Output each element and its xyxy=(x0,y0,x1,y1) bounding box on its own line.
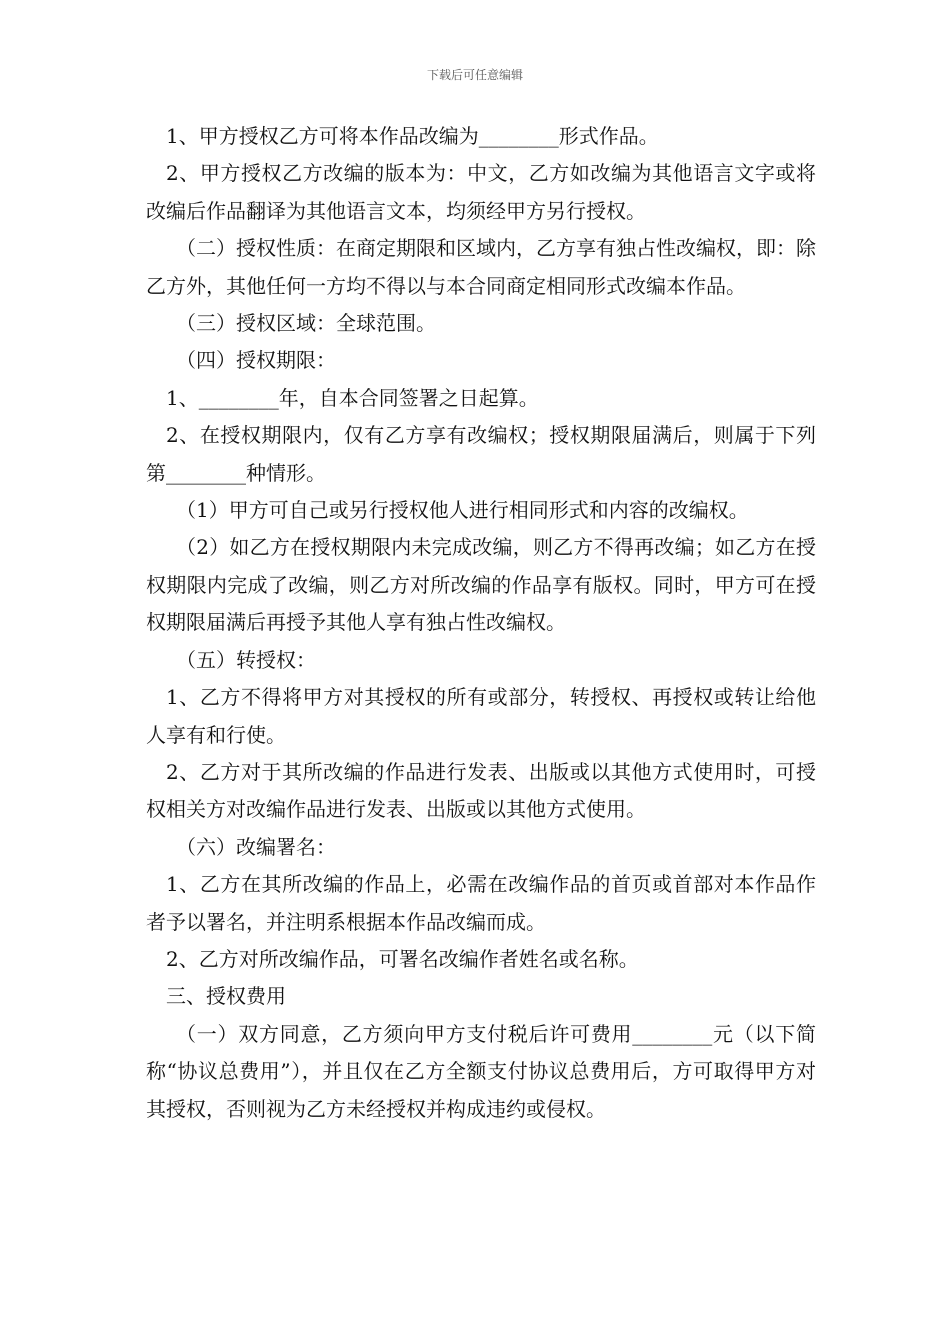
paragraph: （四）授权期限： xyxy=(176,348,336,373)
paragraph: 1、乙方在其所改编的作品上，必需在改编作品的首页或首部对本作品作者予以署名，并注明系根据本作品改编而成。 xyxy=(146,872,816,934)
paragraph: （五）转授权： xyxy=(176,647,316,672)
paragraph: （三）授权区域：全球范围。 xyxy=(176,311,436,336)
paragraph: 2、乙方对所改编作品，可署名改编作者姓名或名称。 xyxy=(166,946,639,971)
paragraph: 1、________年，自本合同签署之日起算。 xyxy=(166,385,539,410)
paragraph: 1、乙方不得将甲方对其授权的所有或部分，转授权、再授权或转让给他人享有和行使。 xyxy=(146,685,816,747)
paragraph: （六）改编署名： xyxy=(176,834,336,859)
paragraph: （1）甲方可自己或另行授权他人进行相同形式和内容的改编权。 xyxy=(176,498,749,523)
paragraph: （二）授权性质：在商定期限和区域内，乙方享有独占性改编权，即：除乙方外，其他任何一方均不得以与本合同商定相同形式改编本作品。 xyxy=(146,236,816,298)
contract-body xyxy=(146,118,816,1128)
page-header: 下载后可任意编辑 xyxy=(426,68,523,82)
paragraph: 2、在授权期限内，仅有乙方享有改编权；授权期限届满后，则属于下列第________种情形。 xyxy=(146,423,816,485)
paragraph: 1、甲方授权乙方可将本作品改编为________形式作品。 xyxy=(166,124,659,148)
paragraph: 2、乙方对于其所改编的作品进行发表、出版或以其他方式使用时，可授权相关方对改编作品进行发表、出版或以其他方式使用。 xyxy=(146,759,816,822)
paragraph: （2）如乙方在授权期限内未完成改编，则乙方不得再改编；如乙方在授权期限内完成了改编，则乙方对所改编的作品享有版权。同时，甲方可在授权期限届满后再授予其他人享有独占性改编权。 xyxy=(146,535,816,635)
paragraph: 2、甲方授权乙方改编的版本为：中文，乙方如改编为其他语言文字或将改编后作品翻译为其他语言文本，均须经甲方另行授权。 xyxy=(146,161,816,223)
paragraph: 三、授权费用 xyxy=(166,984,286,1009)
paragraph: （一）双方同意，乙方须向甲方支付税后许可费用________元（以下简称“协议总费用”），并且仅在乙方全额支付协议总费用后，方可取得甲方对其授权，否则视为乙方未经授权并构成违约或侵权。 xyxy=(146,1021,816,1121)
